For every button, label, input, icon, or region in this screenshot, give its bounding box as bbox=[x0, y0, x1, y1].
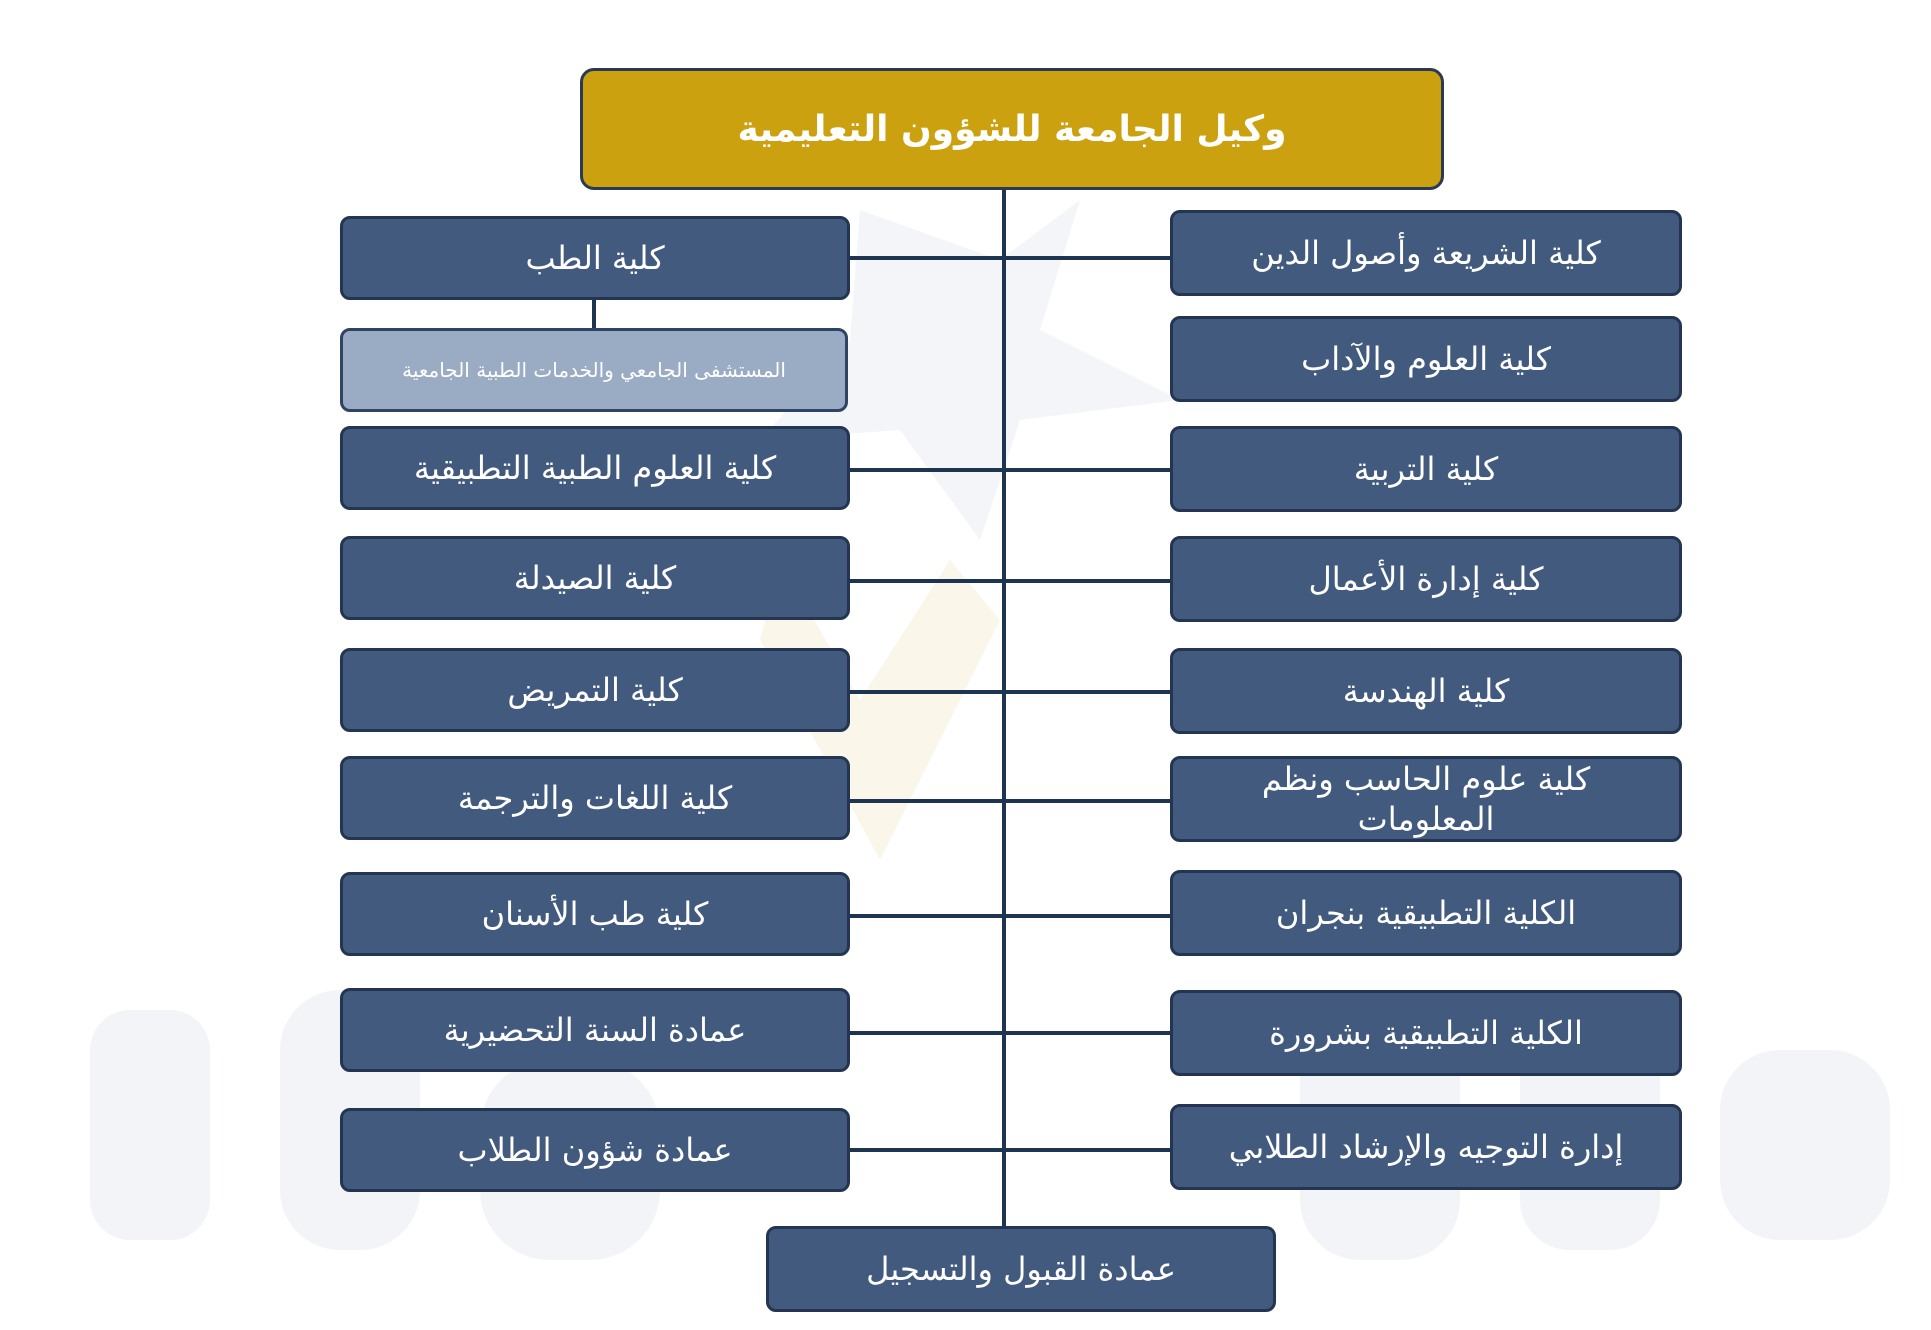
connector-row-6 bbox=[848, 799, 1170, 803]
college-of-medicine-label: كلية الطب bbox=[525, 239, 665, 277]
connector-row-4 bbox=[848, 579, 1170, 583]
college-sciences-arts-label: كلية العلوم والآداب bbox=[1301, 340, 1551, 378]
college-of-education-label: كلية التربية bbox=[1353, 450, 1499, 488]
connector-row-1 bbox=[848, 256, 1170, 260]
vice-rector-educational-affairs-box bbox=[580, 68, 1444, 190]
college-of-education-box bbox=[1170, 426, 1682, 512]
deanship-student-affairs-box bbox=[340, 1108, 850, 1192]
college-of-medicine-box bbox=[340, 216, 850, 300]
college-sciences-arts-box bbox=[1170, 316, 1682, 402]
college-of-nursing-label: كلية التمريض bbox=[507, 671, 683, 709]
college-business-administration-label: كلية إدارة الأعمال bbox=[1308, 560, 1544, 598]
connector-row-8 bbox=[848, 1031, 1170, 1035]
college-applied-medical-sciences-label: كلية العلوم الطبية التطبيقية bbox=[413, 449, 777, 487]
college-of-pharmacy-label: كلية الصيدلة bbox=[513, 559, 677, 597]
connector-row-5 bbox=[848, 690, 1170, 694]
college-computer-information-systems-label: كلية علوم الحاسب ونظم المعلومات bbox=[1261, 760, 1591, 838]
college-of-pharmacy-box bbox=[340, 536, 850, 620]
applied-college-najran-box bbox=[1170, 870, 1682, 956]
student-guidance-counseling-label: إدارة التوجيه والإرشاد الطلابي bbox=[1228, 1128, 1624, 1166]
college-computer-information-systems-box bbox=[1170, 756, 1682, 842]
college-of-dentistry-box bbox=[340, 872, 850, 956]
college-of-engineering-label: كلية الهندسة bbox=[1342, 672, 1510, 710]
deanship-preparatory-year-label: عمادة السنة التحضيرية bbox=[443, 1011, 747, 1049]
deanship-admission-registration-label: عمادة القبول والتسجيل bbox=[866, 1250, 1176, 1288]
college-languages-translation-label: كلية اللغات والترجمة bbox=[457, 779, 733, 817]
college-sharia-religion-box bbox=[1170, 210, 1682, 296]
college-of-engineering-box bbox=[1170, 648, 1682, 734]
deanship-preparatory-year-box bbox=[340, 988, 850, 1072]
applied-college-sharurah-label: الكلية التطبيقية بشرورة bbox=[1269, 1014, 1583, 1052]
student-guidance-counseling-box bbox=[1170, 1104, 1682, 1190]
vice-rector-label: وكيل الجامعة للشؤون التعليمية bbox=[737, 108, 1287, 150]
college-applied-medical-sciences-box bbox=[340, 426, 850, 510]
deanship-admission-registration-box bbox=[766, 1226, 1276, 1312]
connector-row-9 bbox=[848, 1148, 1170, 1152]
connector-row-3 bbox=[848, 468, 1170, 472]
applied-college-sharurah-box bbox=[1170, 990, 1682, 1076]
connector-medicine-hospital bbox=[592, 298, 596, 330]
university-hospital-label: المستشفى الجامعي والخدمات الطبية الجامعية bbox=[402, 357, 786, 382]
college-of-dentistry-label: كلية طب الأسنان bbox=[481, 895, 709, 933]
college-business-administration-box bbox=[1170, 536, 1682, 622]
applied-college-najran-label: الكلية التطبيقية بنجران bbox=[1275, 894, 1577, 932]
university-hospital-box bbox=[340, 328, 848, 412]
connector-row-7 bbox=[848, 914, 1170, 918]
college-sharia-religion-label: كلية الشريعة وأصول الدين bbox=[1251, 234, 1601, 272]
deanship-student-affairs-label: عمادة شؤون الطلاب bbox=[457, 1131, 733, 1169]
college-of-nursing-box bbox=[340, 648, 850, 732]
main-trunk-line bbox=[1002, 190, 1006, 1228]
college-languages-translation-box bbox=[340, 756, 850, 840]
